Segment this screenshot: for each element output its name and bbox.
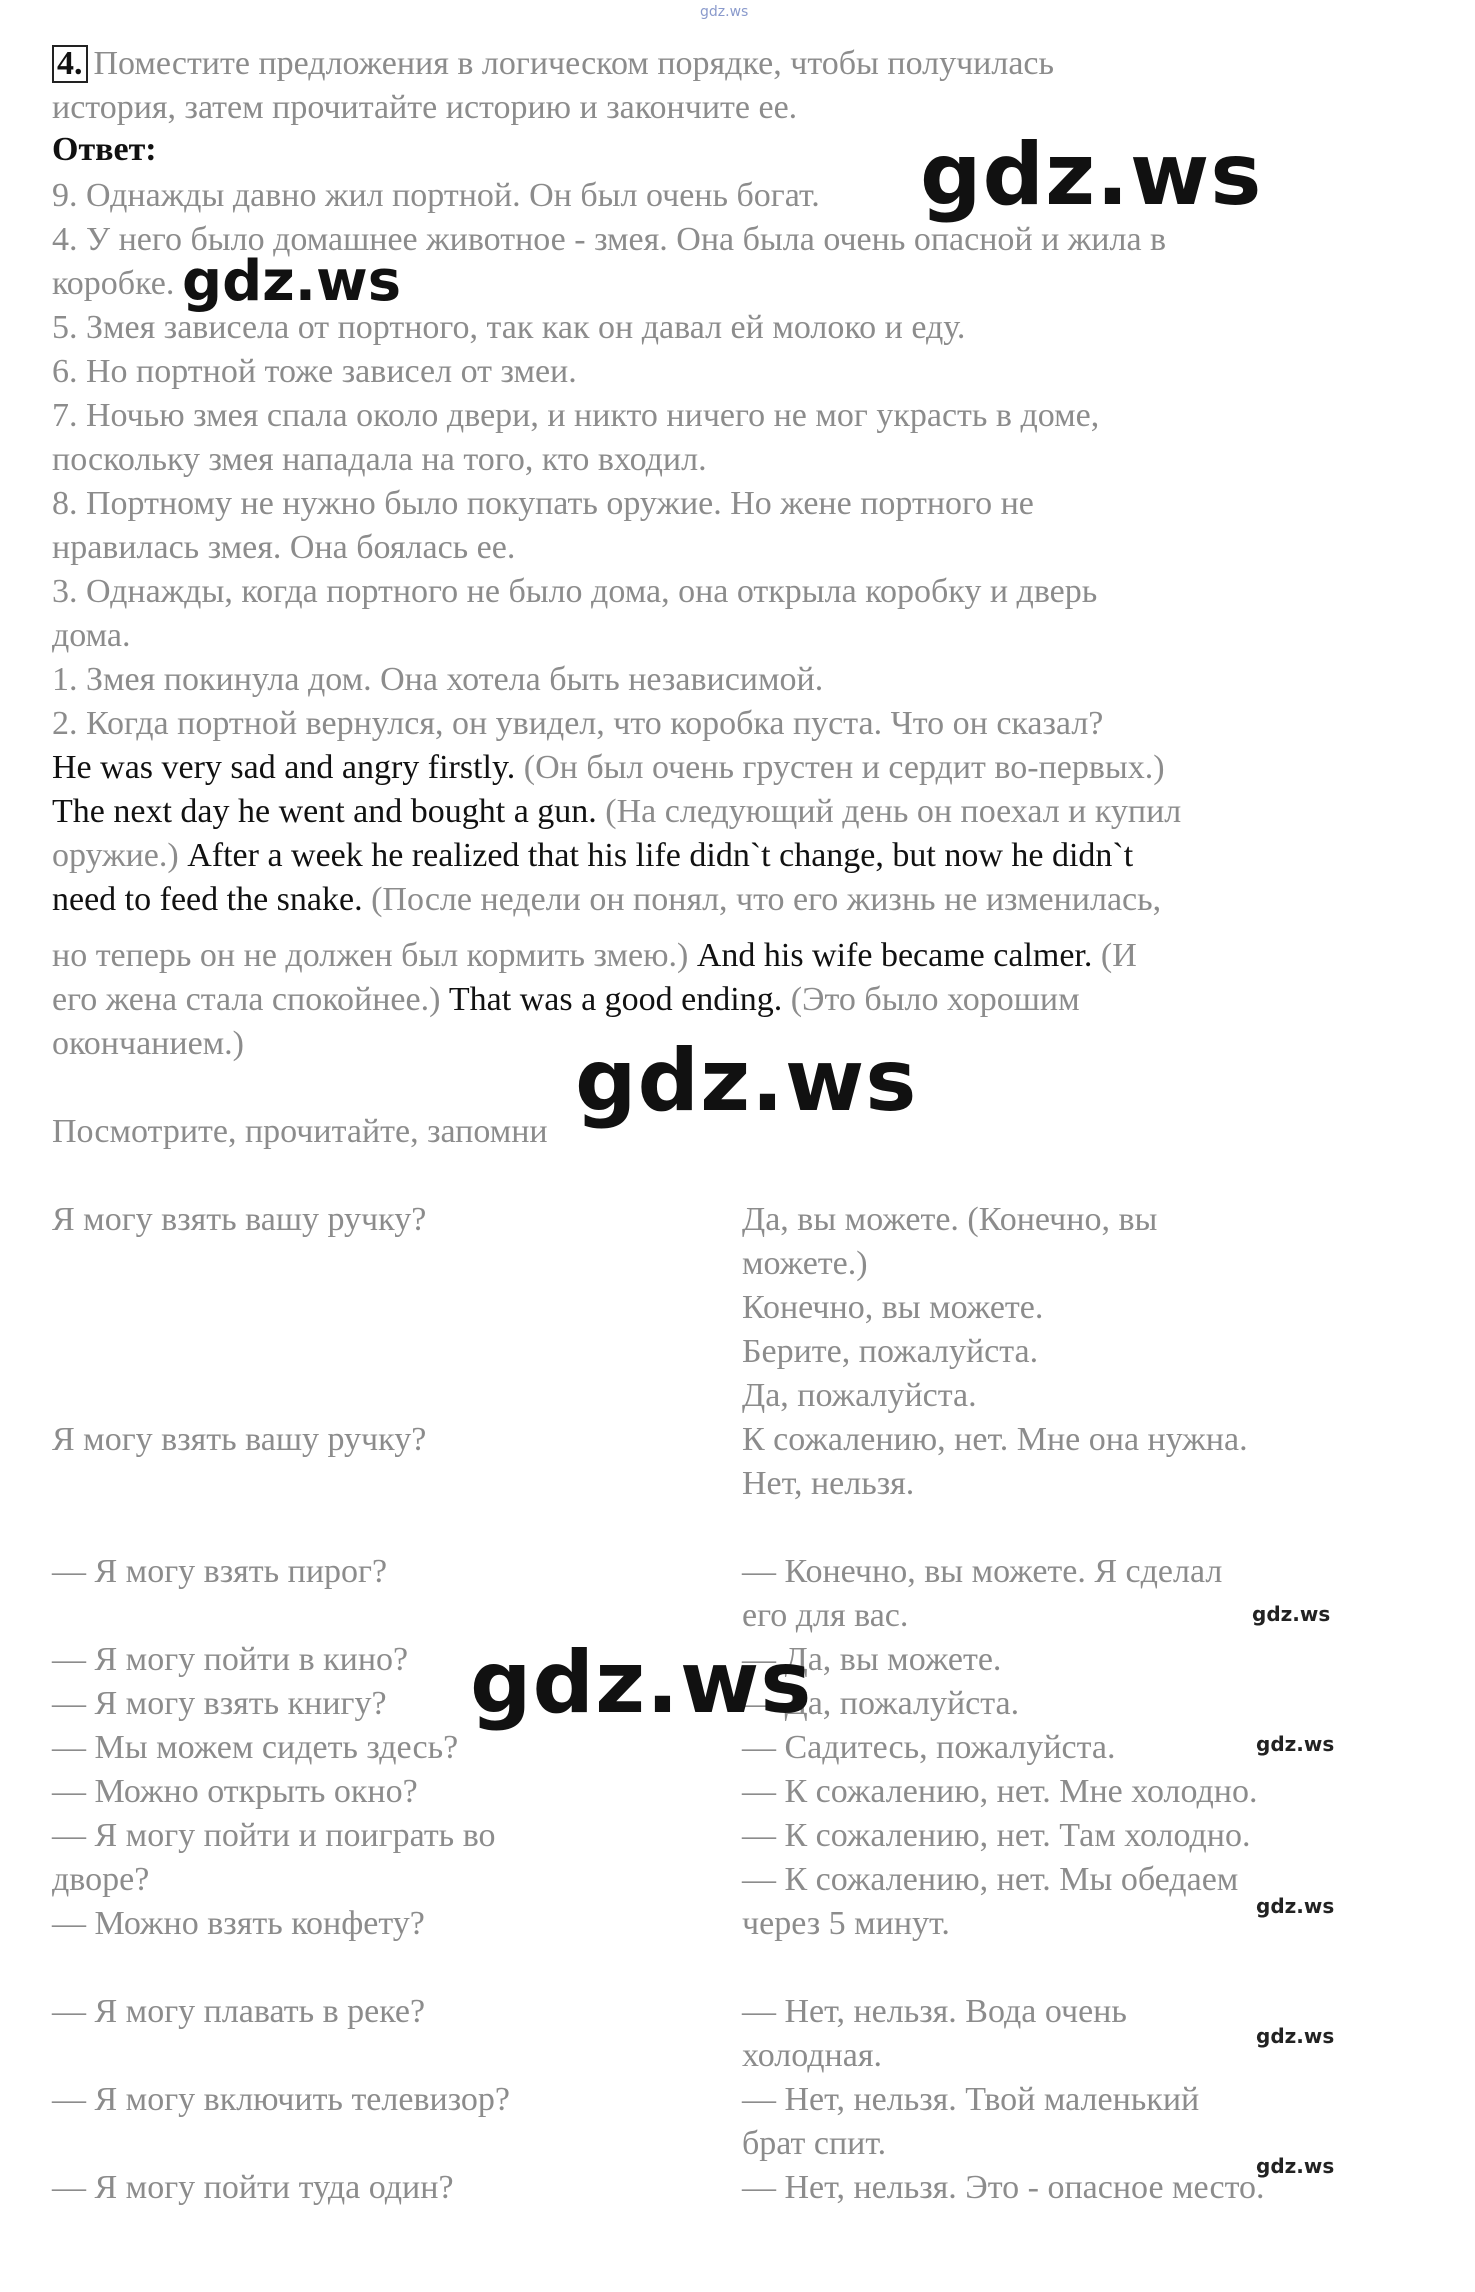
phrase-answer: К сожалению, нет. Мне она нужна. <box>742 1421 1248 1458</box>
dialogue-answer: — Садитесь, пожалуйста. <box>742 1729 1116 1766</box>
ending-line-5 <box>52 936 1137 976</box>
section-title: Посмотрите, прочитайте, запомни <box>52 1113 548 1150</box>
phrase-question: Я могу взять вашу ручку? <box>52 1421 427 1458</box>
ending-russian: (На следующий день он поехал и купил <box>596 793 1182 830</box>
phrase-answer: Конечно, вы можете. <box>742 1289 1044 1326</box>
dialogue-answer: — К сожалению, нет. Мы обедаем <box>742 1861 1239 1898</box>
story-line: 6. Но портной тоже зависел от змеи. <box>52 353 577 390</box>
ending-line-6 <box>52 980 1080 1020</box>
task-number: 4. <box>52 45 88 83</box>
watermark: gdz.ws <box>920 125 1263 225</box>
dialogue-answer: — Конечно, вы можете. Я сделал <box>742 1553 1223 1590</box>
dialogue-question: — Я могу включить телевизор? <box>52 2081 511 2118</box>
dialogue-question: — Я могу плавать в реке? <box>52 1993 426 2030</box>
dialogue-question: — Я могу взять книгу? <box>52 1685 387 1722</box>
ending-english: That was a good ending. <box>448 981 783 1018</box>
watermark: gdz.ws <box>1256 2154 1335 2178</box>
ending-english: need to feed the snake. <box>52 881 363 918</box>
ending-russian: (Это было хорошим <box>782 981 1080 1018</box>
dialogue-answer: — Нет, нельзя. Вода очень <box>742 1993 1127 2030</box>
task-instruction-line-1 <box>52 44 1054 84</box>
story-line: поскольку змея нападала на того, кто входил. <box>52 441 707 478</box>
ending-russian: (Он был очень грустен и сердит во-первых.) <box>515 749 1165 786</box>
watermark: gdz.ws <box>470 1633 813 1733</box>
story-line: 1. Змея покинула дом. Она хотела быть независимой. <box>52 661 824 698</box>
story-line: 4. У него было домашнее животное - змея. Она была очень опасной и жила в <box>52 221 1167 258</box>
phrase-answer: Нет, нельзя. <box>742 1465 915 1502</box>
dialogue-question: дворе? <box>52 1861 150 1898</box>
watermark: gdz.ws <box>1256 1732 1335 1756</box>
story-line: 9. Однажды давно жил портной. Он был очень богат. <box>52 177 820 214</box>
ending-english: The next day he went and bought a gun. <box>52 793 597 830</box>
ending-russian: (После недели он понял, что его жизнь не изменилась, <box>362 881 1162 918</box>
dialogue-answer: холодная. <box>742 2037 882 2074</box>
dialogue-answer: — Нет, нельзя. Твой маленький <box>742 2081 1200 2118</box>
ending-russian: его жена стала спокойнее.) <box>52 981 449 1018</box>
watermark: gdz.ws <box>575 1031 918 1131</box>
ending-russian: оружие.) <box>52 837 188 874</box>
ending-line-7: окончанием.) <box>52 1025 244 1062</box>
ending-line-4 <box>52 880 1161 920</box>
story-line: 2. Когда портной вернулся, он увидел, что коробка пуста. Что он сказал? <box>52 705 1104 742</box>
story-line: 8. Портному не нужно было покупать оружие. Но жене портного не <box>52 485 1034 522</box>
phrase-answer: Да, пожалуйста. <box>742 1377 977 1414</box>
story-line: 7. Ночью змея спала около двери, и никто ничего не мог украсть в доме, <box>52 397 1100 434</box>
watermark: gdz.ws <box>1252 1602 1331 1626</box>
dialogue-answer: — Да, вы можете. <box>742 1641 1002 1678</box>
dialogue-question: — Мы можем сидеть здесь? <box>52 1729 459 1766</box>
instruction-text: Поместите предложения в логическом порядке, чтобы получилась <box>93 45 1055 82</box>
phrase-question: Я могу взять вашу ручку? <box>52 1201 427 1238</box>
watermark: gdz.ws <box>1256 2024 1335 2048</box>
dialogue-answer: брат спит. <box>742 2125 887 2162</box>
ending-russian: но теперь он не должен был кормить змею.) <box>52 937 697 974</box>
story-line: нравилась змея. Она боялась ее. <box>52 529 516 566</box>
story-line: коробке. <box>52 265 175 302</box>
story-line: 5. Змея зависела от портного, так как он давал ей молоко и еду. <box>52 309 966 346</box>
ending-english: And his wife became calmer. <box>696 937 1093 974</box>
dialogue-question: — Я могу взять пирог? <box>52 1553 388 1590</box>
ending-english: After a week he realized that his life didn`t change, but now he didn`t <box>187 837 1134 874</box>
dialogue-answer: через 5 минут. <box>742 1905 950 1942</box>
dialogue-answer: — К сожалению, нет. Мне холодно. <box>742 1773 1258 1810</box>
answer-label: Ответ: <box>52 131 157 168</box>
watermark: gdz.ws <box>1256 1894 1335 1918</box>
dialogue-question: — Я могу пойти туда один? <box>52 2169 454 2206</box>
dialogue-answer: — К сожалению, нет. Там холодно. <box>742 1817 1251 1854</box>
story-line: 3. Однажды, когда портного не было дома, она открыла коробку и дверь <box>52 573 1098 610</box>
dialogue-question: — Я могу пойти в кино? <box>52 1641 409 1678</box>
dialogue-answer: его для вас. <box>742 1597 909 1634</box>
dialogue-answer: — Да, пожалуйста. <box>742 1685 1020 1722</box>
task-instruction-line-2: история, затем прочитайте историю и закончите ее. <box>52 89 798 126</box>
ending-line-2 <box>52 792 1181 832</box>
story-line: дома. <box>52 617 131 654</box>
ending-line-3 <box>52 836 1133 876</box>
watermark: gdz.ws <box>182 249 402 314</box>
ending-line-1 <box>52 748 1165 788</box>
phrase-answer: Берите, пожалуйста. <box>742 1333 1039 1370</box>
dialogue-question: — Можно открыть окно? <box>52 1773 418 1810</box>
ending-russian: (И <box>1092 937 1137 974</box>
ending-english: He was very sad and angry firstly. <box>52 749 516 786</box>
phrase-answer: Да, вы можете. (Конечно, вы <box>742 1201 1158 1238</box>
phrase-answer: можете.) <box>742 1245 868 1282</box>
dialogue-answer: — Нет, нельзя. Это - опасное место. <box>742 2169 1265 2206</box>
dialogue-question: — Я могу пойти и поиграть во <box>52 1817 496 1854</box>
site-mark: gdz.ws <box>700 4 749 20</box>
dialogue-question: — Можно взять конфету? <box>52 1905 425 1942</box>
